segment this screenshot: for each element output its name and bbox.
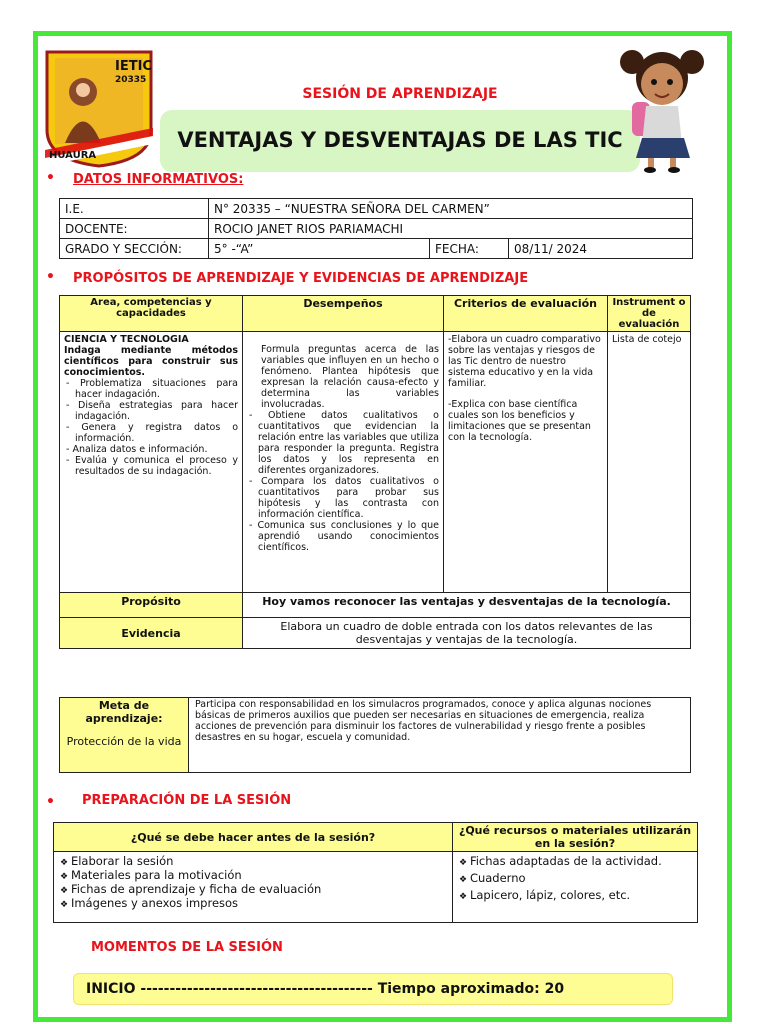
list-item: ❖ Elaborar la sesión	[60, 854, 446, 868]
inicio-text: INICIO ---------------------------------------- Tiempo aproximado: 20	[86, 981, 565, 997]
logo-text: IETIC	[115, 59, 152, 74]
logo-place: HUAURA	[49, 150, 97, 161]
proposito-label: Propósito	[60, 593, 243, 618]
preparacion-table	[53, 822, 698, 923]
ie-label: I.E.	[60, 199, 209, 219]
fecha-label: FECHA:	[430, 239, 509, 259]
meta-label: Meta de aprendizaje:	[85, 699, 163, 725]
list-item: - Genera y registra datos o información.	[75, 422, 238, 444]
list-item: ❖ Fichas adaptadas de la actividad.	[459, 854, 691, 871]
datos-heading: DATOS INFORMATIVOS:	[73, 172, 244, 187]
col-recursos: ¿Qué recursos o materiales utilizarán en la sesión?	[453, 823, 698, 852]
meta-cell	[60, 698, 189, 773]
ie-value: N° 20335 – “NUESTRA SEÑORA DEL CARMEN”	[209, 199, 693, 219]
list-item: - Analiza datos e información.	[75, 444, 238, 455]
list-item: ❖ Cuaderno	[459, 871, 691, 888]
proposito-value: Hoy vamos reconocer las ventajas y desventajas de la tecnología.	[243, 593, 691, 618]
recursos-cell	[453, 852, 698, 923]
docente-label: DOCENTE:	[60, 219, 209, 239]
list-item: ❖ Materiales para la motivación	[60, 868, 446, 882]
list-item: ❖ Imágenes y anexos impresos	[60, 896, 446, 910]
schoolgirl-illustration	[610, 40, 720, 175]
grado-label: GRADO Y SECCIÓN:	[60, 239, 209, 259]
list-item: - Problematiza situaciones para hacer indagación.	[75, 378, 238, 400]
list-item: - Obtiene datos cualitativos o cuantitativos que evidencian la relación entre las variables que utiliza para responder la pregunta. Registra los datos y los representa en diferentes organizadores.	[258, 410, 439, 476]
competencia: Indaga mediante métodos científicos para construir sus conocimientos.	[64, 345, 238, 378]
propositos-table	[59, 295, 691, 649]
col-desempenos: Desempeños	[243, 296, 444, 332]
list-item: ❖ Fichas de aprendizaje y ficha de evaluación	[60, 882, 446, 896]
area-title: CIENCIA Y TECNOLOGIA	[64, 334, 189, 345]
list-item: - Comunica sus conclusiones y lo que aprendió usando conocimientos científicos.	[258, 520, 439, 553]
capacidades-list	[64, 378, 238, 477]
propositos-heading: PROPÓSITOS DE APRENDIZAJE Y EVIDENCIAS DE APRENDIZAJE	[73, 271, 529, 286]
bullet-icon: •	[46, 794, 55, 810]
docente-value: ROCIO JANET RIOS PARIAMACHI	[209, 219, 693, 239]
momentos-heading: MOMENTOS DE LA SESIÓN	[91, 940, 283, 955]
criterio-2: -Explica con base científica cuales son los beneficios y limitaciones que se presentan con la tecnología.	[448, 399, 591, 443]
meta-text: Participa con responsabilidad en los simulacros programados, conoce y aplica algunas nociones básicas de primeros auxilios que pueden ser necesarias en situaciones de emergencia, realiza acciones de prevención para disminuir los factores de vulnerabilidad y riesgo frente a posibles desastres en su hogar, escuela y comunidad.	[189, 698, 691, 773]
fecha-value: 08/11/ 2024	[509, 239, 693, 259]
meta-sub: Protección de la vida	[66, 735, 182, 748]
desempenos-list	[247, 410, 439, 553]
list-item: - Diseña estrategias para hacer indagación.	[75, 400, 238, 422]
criterios-cell	[444, 332, 608, 593]
session-label: SESIÓN DE APRENDIZAJE	[302, 86, 498, 102]
instrumento-cell: Lista de cotejo	[608, 332, 691, 593]
area-cell	[60, 332, 243, 593]
desempeno-intro: Formula preguntas acerca de las variables que influyen en un hecho o fenómeno. Plantea hipótesis que expresan la relación causa-efecto y determina las variables involucradas.	[261, 344, 439, 410]
list-item: ❖ Lapicero, lápiz, colores, etc.	[459, 888, 691, 905]
school-crest-logo	[45, 48, 153, 168]
page-title: VENTAJAS Y DESVENTAJAS DE LAS TIC	[177, 128, 623, 152]
grado-value: 5° -“A”	[209, 239, 430, 259]
bullet-icon: •	[46, 170, 55, 186]
list-item: - Evalúa y comunica el proceso y resultados de su indagación.	[75, 455, 238, 477]
evidencia-label: Evidencia	[60, 618, 243, 649]
antes-list	[60, 854, 446, 910]
recursos-list	[459, 854, 691, 905]
antes-cell	[54, 852, 453, 923]
bullet-icon: •	[46, 269, 55, 285]
criterio-1: -Elabora un cuadro comparativo sobre las ventajas y riesgos de las Tic dentro de nuestro sistema educativo y en la vida familiar.	[448, 334, 601, 389]
col-antes: ¿Qué se debe hacer antes de la sesión?	[54, 823, 453, 852]
col-criterios: Criterios de evaluación	[444, 296, 608, 332]
col-instrumento: Instrument o de evaluación	[608, 296, 691, 332]
list-item: - Compara los datos cualitativos o cuantitativos para probar sus hipótesis y las contrasta con información científica.	[258, 476, 439, 520]
desempenos-cell	[243, 332, 444, 593]
evidencia-value: Elabora un cuadro de doble entrada con los datos relevantes de las desventajas y ventajas de la tecnología.	[243, 618, 691, 649]
meta-table	[59, 697, 691, 773]
col-area: Area, competencias y capacidades	[60, 296, 243, 332]
logo-number: 20335	[115, 75, 147, 85]
preparacion-heading: PREPARACIÓN DE LA SESIÓN	[82, 793, 292, 808]
datos-table	[59, 198, 693, 259]
